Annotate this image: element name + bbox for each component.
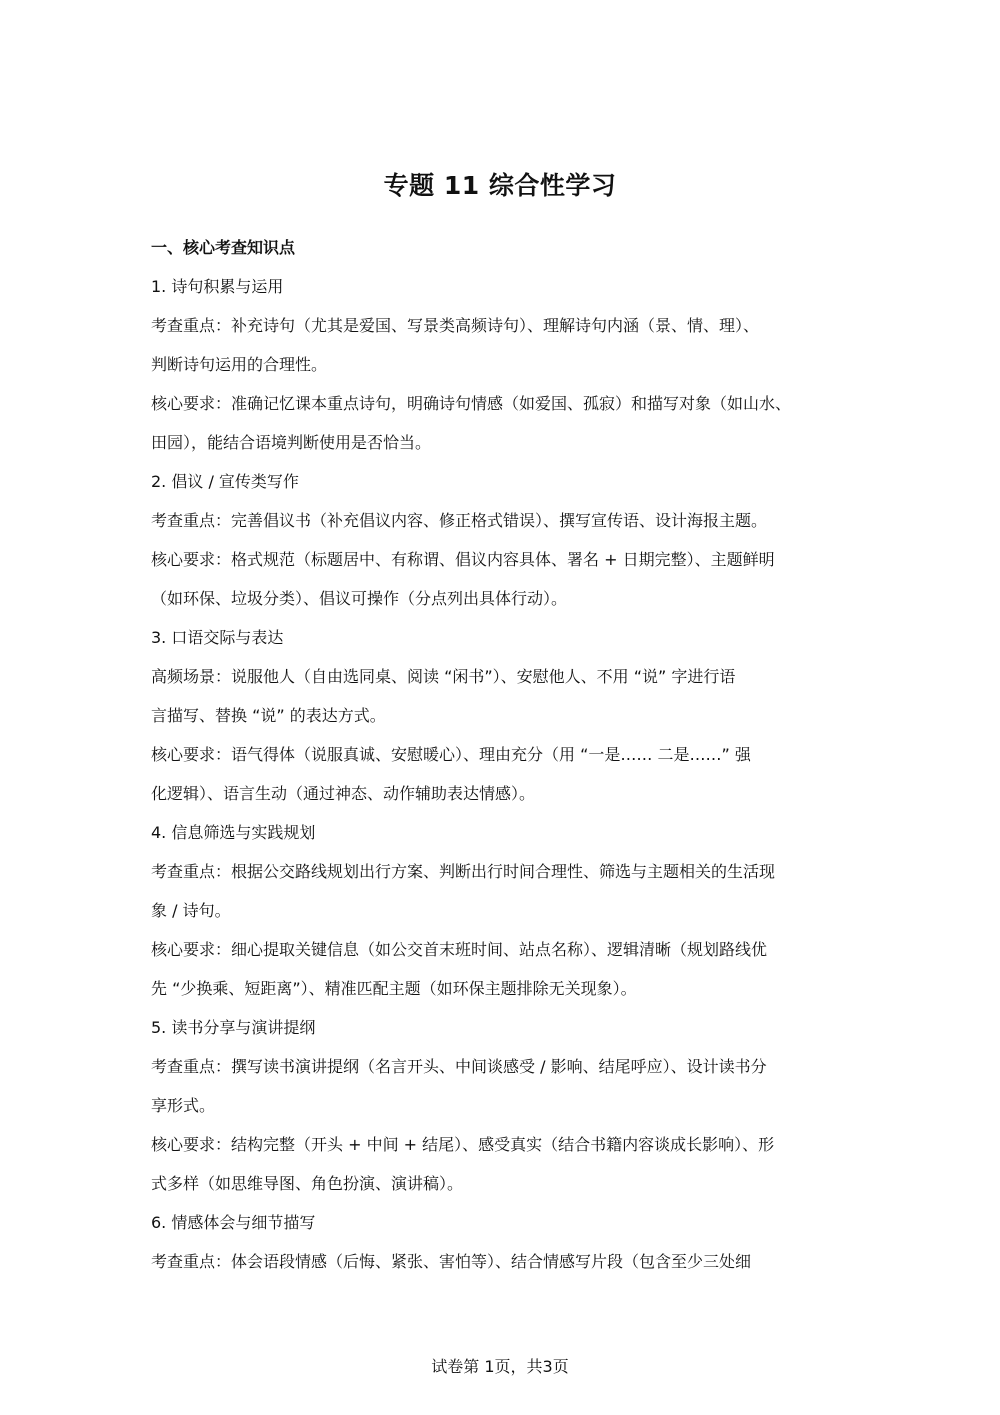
text-line: 考查重点：补充诗句（尤其是爱国、写景类高频诗句）、理解诗句内涵（景、情、理）、	[151, 316, 760, 335]
text-line: 式多样（如思维导图、角色扮演、演讲稿）。	[151, 1174, 464, 1193]
section-heading: 一、核心考查知识点	[151, 238, 296, 257]
text-line: 田园），能结合语境判断使用是否恰当。	[151, 433, 432, 452]
text-line: 核心要求：格式规范（标题居中、有称谓、倡议内容具体、署名 + 日期完整）、主题鲜明	[151, 550, 775, 569]
text-line: 象 / 诗句。	[151, 901, 231, 920]
text-line: 核心要求：准确记忆课本重点诗句，明确诗句情感（如爱国、孤寂）和描写对象（如山水、	[151, 394, 792, 413]
document-title: 专题 11 综合性学习	[383, 171, 617, 200]
text-line: 核心要求：语气得体（说服真诚、安慰暖心）、理由充分（用 “一是…… 二是……” 强	[151, 745, 751, 764]
text-line: 考查重点：完善倡议书（补充倡议内容、修正格式错误）、撰写宣传语、设计海报主题。	[151, 511, 768, 530]
text-line: 核心要求：细心提取关键信息（如公交首末班时间、站点名称）、逻辑清晰（规划路线优	[151, 940, 768, 959]
text-line: （如环保、垃圾分类）、倡议可操作（分点列出具体行动）。	[151, 589, 568, 608]
text-line: 5. 读书分享与演讲提纲	[151, 1018, 316, 1037]
text-line: 3. 口语交际与表达	[151, 628, 284, 647]
text-line: 1. 诗句积累与运用	[151, 277, 284, 296]
text-line: 考查重点：体会语段情感（后悔、紧张、害怕等）、结合情感写片段（包含至少三处细	[151, 1252, 752, 1271]
text-line: 先 “少换乘、短距离”）、精准匹配主题（如环保主题排除无关现象）。	[151, 979, 637, 998]
text-line: 化逻辑）、语言生动（通过神态、动作辅助表达情感）。	[151, 784, 536, 803]
text-line: 判断诗句运用的合理性。	[151, 355, 328, 374]
text-line: 4. 信息筛选与实践规划	[151, 823, 316, 842]
page-footer: 试卷第 1页，共3页	[431, 1357, 569, 1376]
text-line: 考查重点：撰写读书演讲提纲（名言开头、中间谈感受 / 影响、结尾呼应）、设计读书分	[151, 1057, 767, 1076]
text-line: 言描写、替换 “说” 的表达方式。	[151, 706, 386, 725]
document-body	[151, 228, 851, 1281]
text-line: 2. 倡议 / 宣传类写作	[151, 472, 299, 491]
text-line: 6. 情感体会与细节描写	[151, 1213, 316, 1232]
text-line: 核心要求：结构完整（开头 + 中间 + 结尾）、感受真实（结合书籍内容谈成长影响）、形	[151, 1135, 775, 1154]
text-line: 考查重点：根据公交路线规划出行方案、判断出行时间合理性、筛选与主题相关的生活现	[151, 862, 776, 881]
text-line: 享形式。	[151, 1096, 216, 1115]
text-line: 高频场景：说服他人（自由选同桌、阅读 “闲书”）、安慰他人、不用 “说” 字进行语	[151, 667, 736, 686]
